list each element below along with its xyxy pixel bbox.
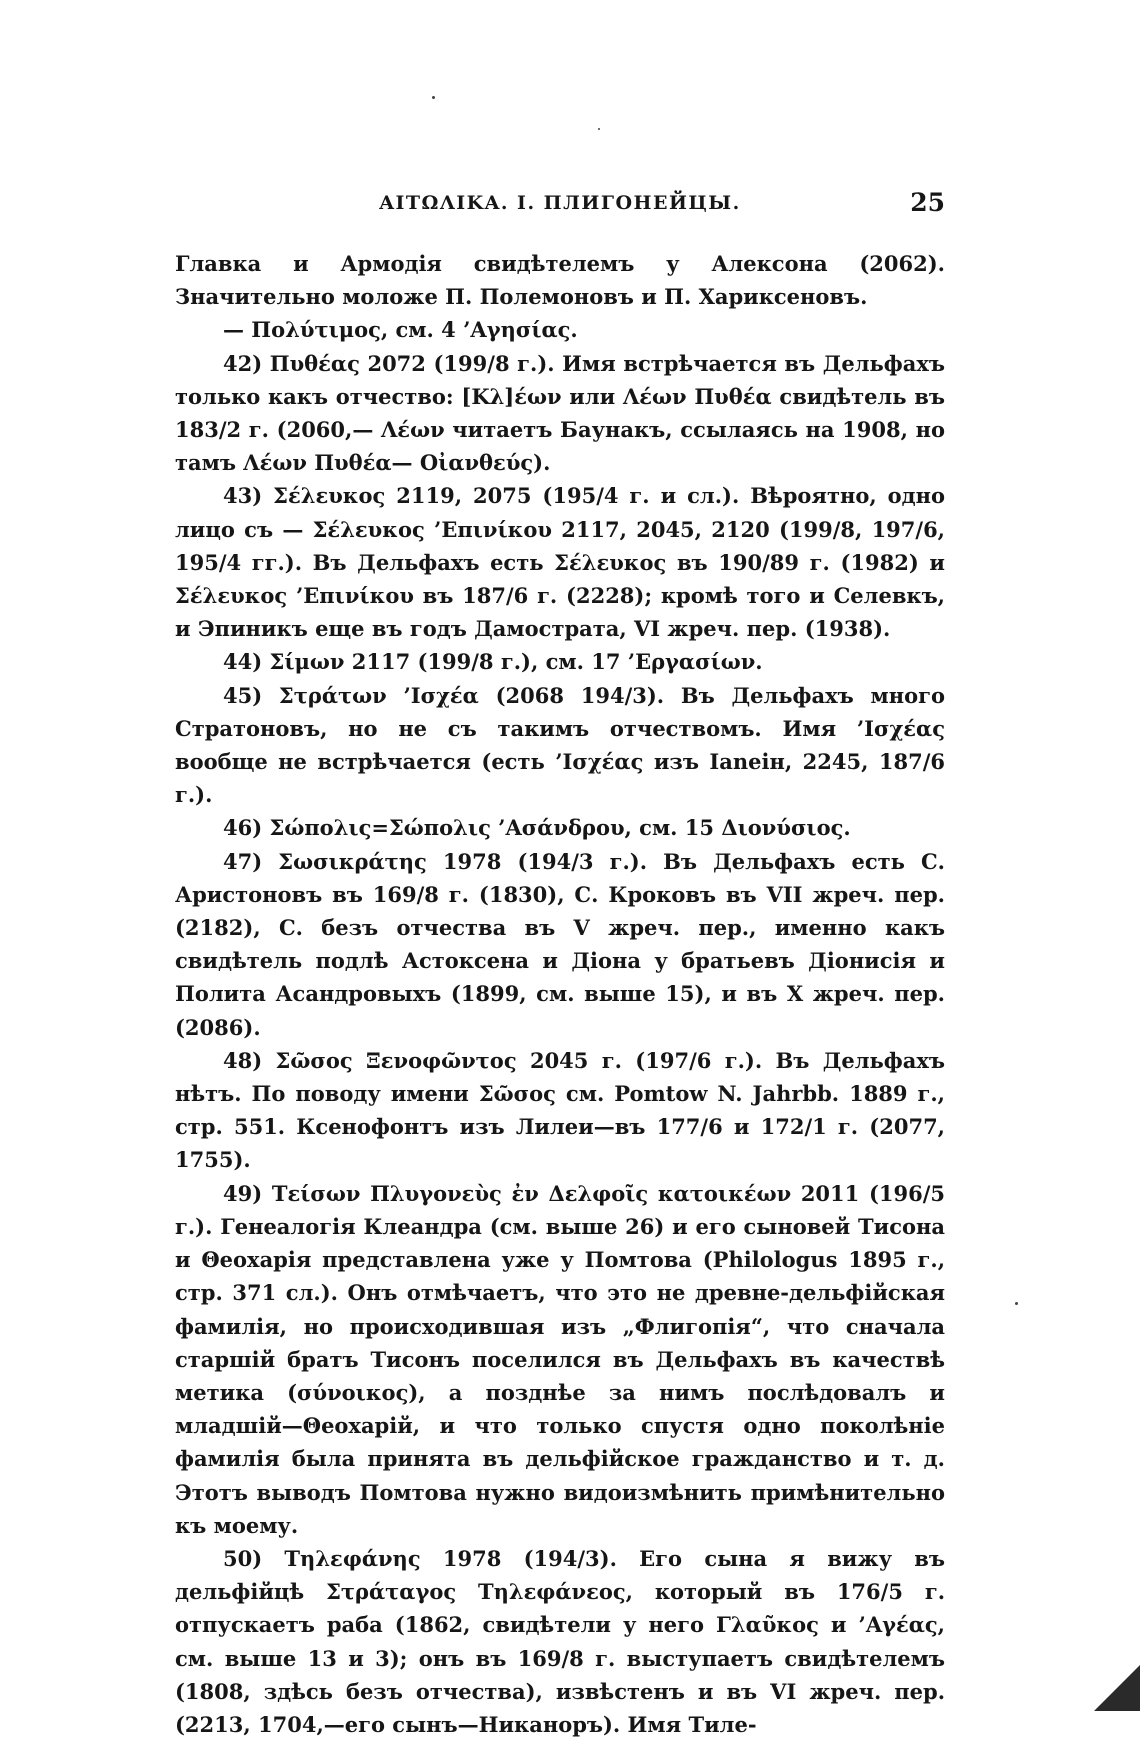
paragraph-11: 50) Τηλεφάνης 1978 (194/3). Его сына я вижу въ дельфійцѣ Στράταγος Τηλεφάνεος, который въ 176/5 г. отпускаетъ раба (1862, свидѣтели у него Γλαῦκος и ’Αγέας, см. выше 13 и 3); онъ въ 169/8 г. выступаетъ свидѣтелемъ (1808, здѣсь безъ отчества), извѣстенъ и въ VI жреч. пер. (2213, 1704,—его сынъ—Никаноръ). Имя Тиле- [175,1545,945,1737]
paragraph-5: 44) Σίμων 2117 (199/8 г.), см. 17 ’Εργασίων. [223,649,763,675]
paragraph-2: — Πολύτιμος, см. 4 ’Αγησίας. [223,317,578,343]
body-text [175,247,945,1741]
paragraph-10: 49) Τείσων Πλυγονεὺς ἐν Δελφοῖς κατοικέων 2011 (196/5 г.). Генеалогія Клеандра (см. выше 26) и его сыновей Тисона и Θеохарія представлена уже у Помтова (Philologus 1895 г., стр. 371 сл.). Онъ отмѣчаетъ, что это не древне-дельфійская фамилія, но происходившая изъ „Флигопія“, что сначала старшій братъ Тисонъ поселился въ Дельфахъ въ качествѣ метика (σύνοικος), а позднѣе за нимъ послѣдовалъ и младшій—Θеохарій, и что только спустя одно поколѣніе фамилія была принята въ дельфійское гражданство и т. д. Этотъ выводъ Помтова нужно видоизмѣнить примѣнительно къ моему. [175,1180,945,1538]
scan-speck [1015,1302,1018,1305]
page-number: 25 [910,188,945,217]
page-corner-mark [1094,1665,1140,1711]
paragraph-6: 45) Στράτων ’Ισχέα (2068 194/3). Въ Дельфахъ много Стратоновъ, но не съ такимъ отчествомъ. Имя ’Ισχέας вообще не встрѣчается (есть ’Ισχέας изъ Ianeін, 2245, 187/6 г.). [175,682,945,808]
scan-speck [598,128,600,130]
paragraph-3: 42) Πυθέας 2072 (199/8 г.). Имя встрѣчается въ Дельфахъ только какъ отчество: [Κλ]έων или Λέων Πυθέα свидѣтель въ 183/2 г. (2060,— Λέων читаетъ Баунакъ, ссылаясь на 1908, но тамъ Λέων Πυθέα— Οἰανθεύς). [175,350,945,476]
paragraph-9: 48) Σῶσος Ξενοφῶντος 2045 г. (197/6 г.). Въ Дельфахъ нѣтъ. По поводу имени Σῶσος см. Pomtow N. Jahrbb. 1889 г., стр. 551. Ксенофонтъ изъ Лилеи—въ 177/6 и 172/1 г. (2077, 1755). [175,1047,945,1173]
running-title: ΑΙΤΩΛΙΚΑ. I. ПЛИГОНЕЙЦЫ. [379,192,741,214]
page-header [175,190,945,226]
paragraph-7: 46) Σώπολις=Σώπολις ’Ασάνδρου, см. 15 Διονύσιος. [223,815,851,841]
paragraph-1: Главка и Армодія свидѣтелемъ у Алексона (2062). Значительно моложе П. Полемоновъ и П. Хариксеновъ. [175,251,945,310]
paragraph-4: 43) Σέλευκος 2119, 2075 (195/4 г. и сл.). Вѣроятно, одно лицо съ — Σέλευκος ’Επινίκου 2117, 2045, 2120 (199/8, 197/6, 195/4 гг.). Въ Дельфахъ есть Σέλευκος въ 190/89 г. (1982) и Σέλευκος ’Επινίκου въ 187/6 г. (2228); кромѣ того и Селевкъ, и Эпиникъ еще въ годъ Дамострата, VI жреч. пер. (1938). [175,483,945,642]
scan-speck [432,96,435,99]
paragraph-8: 47) Σωσικράτης 1978 (194/3 г.). Въ Дельфахъ есть С. Аристоновъ въ 169/8 г. (1830), С. Кроковъ въ VII жреч. пер. (2182), С. безъ отчества въ V жреч. пер., именно какъ свидѣтель подлѣ Астоксена и Діона у братьевъ Діонисія и Полита Асандровыхъ (1899, см. выше 15), и въ X жреч. пер. (2086). [175,848,945,1040]
